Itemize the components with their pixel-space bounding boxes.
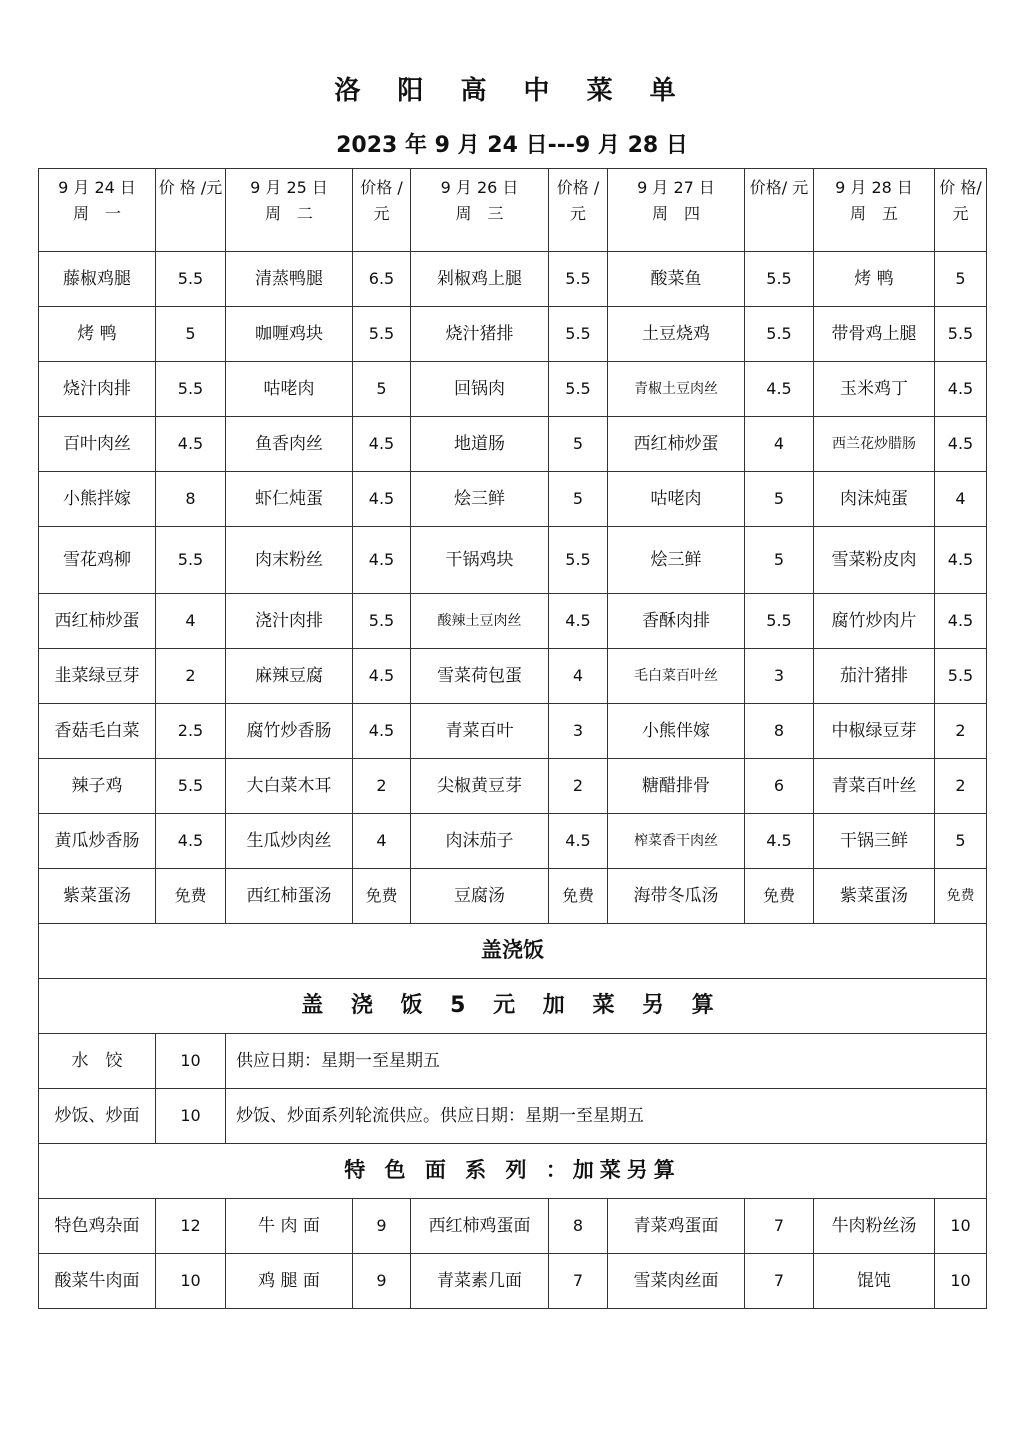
dish-name: 回锅肉: [411, 362, 549, 417]
price-header: 价格 /元: [549, 169, 608, 252]
noodle-name: 青菜素几面: [411, 1254, 549, 1309]
dish-name: 虾仁炖蛋: [226, 472, 353, 527]
dish-price: 4.5: [935, 417, 987, 472]
dish-price: 5.5: [156, 252, 226, 307]
noodle-row: [39, 1254, 987, 1309]
section-heading: 盖浇饭: [39, 924, 987, 979]
header-row: [39, 169, 987, 252]
day-header: [226, 169, 353, 252]
price-header: 价 格 /元: [156, 169, 226, 252]
dish-price: 5: [156, 307, 226, 362]
dish-price: 6.5: [353, 252, 411, 307]
dish-name: 海带冬瓜汤: [608, 869, 745, 924]
dish-price: 2: [353, 759, 411, 814]
day-weekday: 周 四: [651, 203, 700, 223]
dish-name: 香酥肉排: [608, 594, 745, 649]
dish-name: 紫菜蛋汤: [814, 869, 935, 924]
noodle-price: 12: [156, 1199, 226, 1254]
dish-price: 5.5: [745, 594, 814, 649]
dish-row: [39, 527, 987, 594]
day-date: 9 月 26 日: [440, 178, 519, 197]
extra-row: [39, 1034, 987, 1089]
day-header: [608, 169, 745, 252]
dish-price: 5.5: [549, 362, 608, 417]
dish-price: 6: [745, 759, 814, 814]
dish-price: 5.5: [353, 594, 411, 649]
day-header: [39, 169, 156, 252]
noodle-name: 青菜鸡蛋面: [608, 1199, 745, 1254]
dish-price: 5.5: [549, 527, 608, 594]
dish-name: 土豆烧鸡: [608, 307, 745, 362]
day-weekday: 周 二: [264, 203, 313, 223]
dish-name: 浇汁肉排: [226, 594, 353, 649]
noodle-name: 牛肉粉丝汤: [814, 1199, 935, 1254]
dish-price: 3: [745, 649, 814, 704]
noodle-price: 7: [745, 1199, 814, 1254]
dish-price: 5: [935, 814, 987, 869]
dish-name: 腐竹炒香肠: [226, 704, 353, 759]
dish-name: 雪菜粉皮肉: [814, 527, 935, 594]
dish-name: 酸菜鱼: [608, 252, 745, 307]
day-weekday: 周 一: [72, 203, 121, 223]
date-range: 2023 年 9 月 24 日---9 月 28 日: [336, 133, 688, 158]
dish-name: 鱼香肉丝: [226, 417, 353, 472]
dish-price: 5: [745, 472, 814, 527]
dish-name: 雪菜荷包蛋: [411, 649, 549, 704]
dish-row: [39, 704, 987, 759]
dish-row: [39, 759, 987, 814]
dish-name: 麻辣豆腐: [226, 649, 353, 704]
dish-price: 2: [156, 649, 226, 704]
dish-name: 生瓜炒肉丝: [226, 814, 353, 869]
day-weekday: 周 三: [455, 203, 504, 223]
dish-row: [39, 252, 987, 307]
day-header: [814, 169, 935, 252]
dish-name: 咕咾肉: [608, 472, 745, 527]
dish-name: 豆腐汤: [411, 869, 549, 924]
section-heading: 特 色 面 系 列 ：加菜另算: [39, 1144, 987, 1199]
day-date: 9 月 27 日: [637, 178, 715, 197]
dish-price: 免费: [745, 869, 814, 924]
menu-title: 洛 阳 高 中 菜 单: [334, 76, 690, 106]
extra-name: 炒饭、炒面: [39, 1089, 156, 1144]
noodle-price: 8: [549, 1199, 608, 1254]
dish-name: 小熊伴嫁: [608, 704, 745, 759]
noodle-price: 9: [353, 1254, 411, 1309]
section-note: 盖 浇 饭 5 元 加 菜 另 算: [39, 979, 987, 1034]
dish-price: 4.5: [353, 417, 411, 472]
dish-price: 4.5: [353, 472, 411, 527]
dish-name: 香菇毛白菜: [39, 704, 156, 759]
dish-price: 5.5: [745, 307, 814, 362]
dish-name: 咖喱鸡块: [226, 307, 353, 362]
dish-price: 5.5: [156, 759, 226, 814]
dish-price: 4: [745, 417, 814, 472]
dish-price: 免费: [353, 869, 411, 924]
dish-name: 雪花鸡柳: [39, 527, 156, 594]
day-date: 9 月 25 日: [250, 178, 328, 197]
extra-row: [39, 1089, 987, 1144]
dish-name: 剁椒鸡上腿: [411, 252, 549, 307]
noodle-name: 特色鸡杂面: [39, 1199, 156, 1254]
extra-price: 10: [156, 1089, 226, 1144]
dish-name: 青菜百叶: [411, 704, 549, 759]
dish-price: 4.5: [549, 594, 608, 649]
dish-price: 8: [156, 472, 226, 527]
dish-name: 肉沫炖蛋: [814, 472, 935, 527]
dish-name: 中椒绿豆芽: [814, 704, 935, 759]
dish-name: 肉沫茄子: [411, 814, 549, 869]
dish-price: 5: [549, 472, 608, 527]
dish-price: 2.5: [156, 704, 226, 759]
dish-name: 烩三鲜: [608, 527, 745, 594]
dish-row: [39, 417, 987, 472]
dish-price: 免费: [935, 869, 987, 924]
noodle-name: 牛 肉 面: [226, 1199, 353, 1254]
dish-price: 4.5: [156, 417, 226, 472]
extra-price: 10: [156, 1034, 226, 1089]
dish-name: 烩三鲜: [411, 472, 549, 527]
dish-name: 烧汁肉排: [39, 362, 156, 417]
dish-row: [39, 594, 987, 649]
dish-name: 干锅三鲜: [814, 814, 935, 869]
dish-price: 4.5: [745, 362, 814, 417]
dish-name: 清蒸鸭腿: [226, 252, 353, 307]
noodle-name: 酸菜牛肉面: [39, 1254, 156, 1309]
dish-name: 尖椒黄豆芽: [411, 759, 549, 814]
dish-name: 烤 鸭: [39, 307, 156, 362]
dish-price: 5.5: [353, 307, 411, 362]
dish-price: 4: [156, 594, 226, 649]
day-header: [411, 169, 549, 252]
dish-name: 西红柿炒蛋: [608, 417, 745, 472]
dish-name: 百叶肉丝: [39, 417, 156, 472]
dish-name: 藤椒鸡腿: [39, 252, 156, 307]
dish-price: 5.5: [935, 649, 987, 704]
dish-price: 5.5: [156, 527, 226, 594]
menu-table: [38, 168, 987, 1309]
dish-name: 青椒土豆肉丝: [608, 362, 745, 417]
dish-price: 5: [549, 417, 608, 472]
dish-price: 4.5: [353, 649, 411, 704]
noodle-price: 9: [353, 1199, 411, 1254]
noodle-price: 10: [156, 1254, 226, 1309]
dish-price: 4.5: [935, 527, 987, 594]
noodle-price: 10: [935, 1254, 987, 1309]
dish-price: 5.5: [549, 307, 608, 362]
dish-price: 4.5: [745, 814, 814, 869]
extra-note: 炒饭、炒面系列轮流供应。供应日期：星期一至星期五: [226, 1089, 987, 1144]
dish-row: [39, 472, 987, 527]
dish-name: 茄汁猪排: [814, 649, 935, 704]
dish-name: 黄瓜炒香肠: [39, 814, 156, 869]
dish-row: [39, 362, 987, 417]
dish-price: 4.5: [353, 527, 411, 594]
dish-price: 4: [353, 814, 411, 869]
dish-name: 带骨鸡上腿: [814, 307, 935, 362]
extra-name: 水 饺: [39, 1034, 156, 1089]
price-header: 价格 /元: [353, 169, 411, 252]
dish-price: 5.5: [549, 252, 608, 307]
noodle-price: 7: [745, 1254, 814, 1309]
dish-name: 玉米鸡丁: [814, 362, 935, 417]
dish-price: 5.5: [935, 307, 987, 362]
dish-name: 榨菜香干肉丝: [608, 814, 745, 869]
dish-price: 免费: [549, 869, 608, 924]
dish-price: 2: [549, 759, 608, 814]
price-header: 价 格/ 元: [935, 169, 987, 252]
dish-price: 8: [745, 704, 814, 759]
dish-row: [39, 649, 987, 704]
dish-name: 咕咾肉: [226, 362, 353, 417]
dish-price: 5: [935, 252, 987, 307]
dish-name: 辣子鸡: [39, 759, 156, 814]
extra-note: 供应日期：星期一至星期五: [226, 1034, 987, 1089]
dish-price: 5: [353, 362, 411, 417]
day-weekday: 周 五: [849, 203, 898, 223]
dish-name: 西兰花炒腊肠: [814, 417, 935, 472]
noodle-name: 鸡 腿 面: [226, 1254, 353, 1309]
dish-name: 烧汁猪排: [411, 307, 549, 362]
noodle-row: [39, 1199, 987, 1254]
noodle-price: 7: [549, 1254, 608, 1309]
noodle-price: 10: [935, 1199, 987, 1254]
dish-price: 5.5: [745, 252, 814, 307]
dish-price: 4.5: [935, 362, 987, 417]
day-date: 9 月 24 日: [58, 178, 136, 197]
dish-name: 毛白菜百叶丝: [608, 649, 745, 704]
dish-row: [39, 307, 987, 362]
noodle-name: 西红柿鸡蛋面: [411, 1199, 549, 1254]
dish-price: 2: [935, 704, 987, 759]
dish-name: 腐竹炒肉片: [814, 594, 935, 649]
dish-name: 烤 鸭: [814, 252, 935, 307]
dish-price: 4.5: [549, 814, 608, 869]
dish-name: 酸辣土豆肉丝: [411, 594, 549, 649]
dish-price: 5: [745, 527, 814, 594]
dish-name: 紫菜蛋汤: [39, 869, 156, 924]
dish-name: 干锅鸡块: [411, 527, 549, 594]
day-date: 9 月 28 日: [835, 178, 913, 197]
dish-price: 3: [549, 704, 608, 759]
dish-name: 韭菜绿豆芽: [39, 649, 156, 704]
dish-row: [39, 814, 987, 869]
dish-name: 肉末粉丝: [226, 527, 353, 594]
dish-price: 4.5: [353, 704, 411, 759]
dish-name: 地道肠: [411, 417, 549, 472]
dish-price: 免费: [156, 869, 226, 924]
dish-name: 大白菜木耳: [226, 759, 353, 814]
dish-price: 2: [935, 759, 987, 814]
dish-price: 4.5: [935, 594, 987, 649]
dish-row: [39, 869, 987, 924]
dish-name: 西红柿炒蛋: [39, 594, 156, 649]
dish-name: 小熊拌嫁: [39, 472, 156, 527]
dish-name: 西红柿蛋汤: [226, 869, 353, 924]
dish-price: 4: [935, 472, 987, 527]
dish-name: 糖醋排骨: [608, 759, 745, 814]
noodle-name: 雪菜肉丝面: [608, 1254, 745, 1309]
dish-price: 4.5: [156, 814, 226, 869]
dish-price: 5.5: [156, 362, 226, 417]
price-header: 价格/ 元: [745, 169, 814, 252]
dish-price: 4: [549, 649, 608, 704]
dish-name: 青菜百叶丝: [814, 759, 935, 814]
noodle-name: 馄饨: [814, 1254, 935, 1309]
